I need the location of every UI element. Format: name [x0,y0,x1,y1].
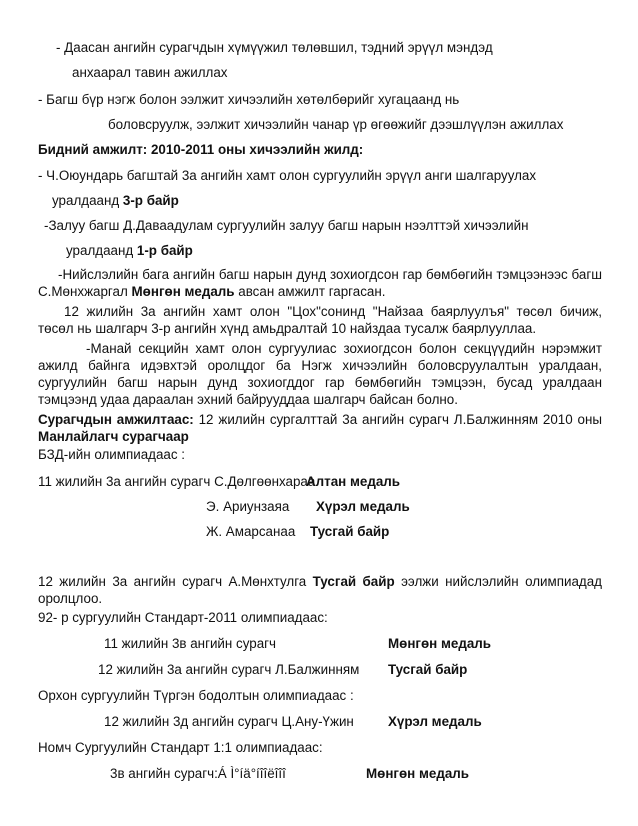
achievement-1: - Ч.Оюундарь багштай 3а ангийн хамт олон сургуулийн эрүүл анги шалгаруулах [38,168,537,183]
students-achievements: Сурагчдын амжилтаас: 12 жилийн сургалттай 3а ангийн сурагч Л.Балжинням 2010 оны Манлайлагч сурагчаар [38,412,603,444]
orkhon-olympiad-heading: Орхон сургуулийн Түргэн бодолтын олимпиадаас : [38,688,354,703]
duty-line-1-cont: анхаарал тавин ажиллах [72,65,228,80]
achievement-5: -Манай секцийн хамт олон сургуулиас зохиогдсон болон секцүүдийн нэрэмжит ажилд байнга идэвхтэй оролцдог ба Нэгж хичээлийн боловсруулалтын уралдаан, сургуулийн багш нарын дунд зохиогддог гар бөмбөгийн тэмцээн, бусад уралдаан тэмцээнд удаа дараалан эхний байрууддаа шалгарч байсан болно. [38,341,602,407]
result-row-4-award: Мөнгөн медаль [388,636,492,651]
nomch-olympiad-heading: Номч Сургуулийн Стандарт 1:1 олимпиадаас: [38,740,323,755]
result-row-6-text: 12 жилийн 3д ангийн сурагч Ц.Ану-Үжин [104,714,354,729]
achievements-heading: Бидний амжилт: 2010-2011 оны хичээлийн жилд: [38,142,364,157]
achievement-3: -Нийслэлийн бага ангийн багш нарын дунд зохиогдсон гар бөмбөгийн тэмцээнээс багш С.Мөнхжаргал Мөнгөн медаль авсан амжилт гаргасан. [38,267,602,299]
result-row-2-text: Э. Ариунзаяа [206,499,290,514]
result-row-7-award: Мөнгөн медаль [366,766,470,781]
result-row-2-award: Хүрэл медаль [316,499,410,514]
achievement-2: -Залуу багш Д.Даваадулам сургуулийн залуу багш нарын нээлттэй хичээлийн [44,218,529,233]
result-row-6-award: Хүрэл медаль [388,714,482,729]
result-row-3-text: Ж. Амарсанаа [206,524,296,539]
result-row-5-text: 12 жилийн 3а ангийн сурагч Л.Балжинням [98,662,360,677]
achievement-4: 12 жилийн 3а ангийн хамт олон "Цох"сонинд "Найзаа баярлуулъя" төсөл бичиж, төсөл нь шалгарч 3-р ангийн хүнд амьдралтай 10 найздаа тусалж баярлууллаа. [38,304,602,336]
result-row-5-award: Тусгай байр [388,662,468,677]
duty-line-1: - Даасан ангийн сурагчдын хүмүүжил төлөвшил, тэдний эрүүл мэндэд [56,40,493,55]
result-row-3-award: Тусгай байр [310,524,390,539]
result-row-1-award: Алтан медаль [306,474,401,489]
achievement-2-cont: уралдаанд 1-р байр [66,243,193,258]
result-row-7-text: 3в ангийн сурагч:Á Ì°íä°íîîëîîî [110,766,286,781]
duty-line-2: - Багш бүр нэгж болон ээлжит хичээлийн хөтөлбөрийг хугацаанд нь [38,92,460,107]
school-92-olympiad-heading: 92- р сургуулийн Стандарт-2011 олимпиадаас: [38,610,328,625]
bzd-olympiad-heading: БЗД-ийн олимпиадаас : [38,447,186,462]
result-row-1-text: 11 жилийн 3а ангийн сурагч С.Дөлгөөнхараа [38,474,316,489]
city-olympiad-paragraph: 12 жилийн 3а ангийн сурагч А.Мөнхтулга Тусгай байр ээлжи нийслэлийн олимпиадад оролцлоо. [38,574,602,606]
achievement-1-cont: уралдаанд 3-р байр [52,193,179,208]
result-row-4-text: 11 жилийн 3в ангийн сурагч [104,636,277,651]
duty-line-2-cont: боловсруулж, ээлжит хичээлийн чанар үр өгөөжийг дээшлүүлэн ажиллах [108,117,564,132]
